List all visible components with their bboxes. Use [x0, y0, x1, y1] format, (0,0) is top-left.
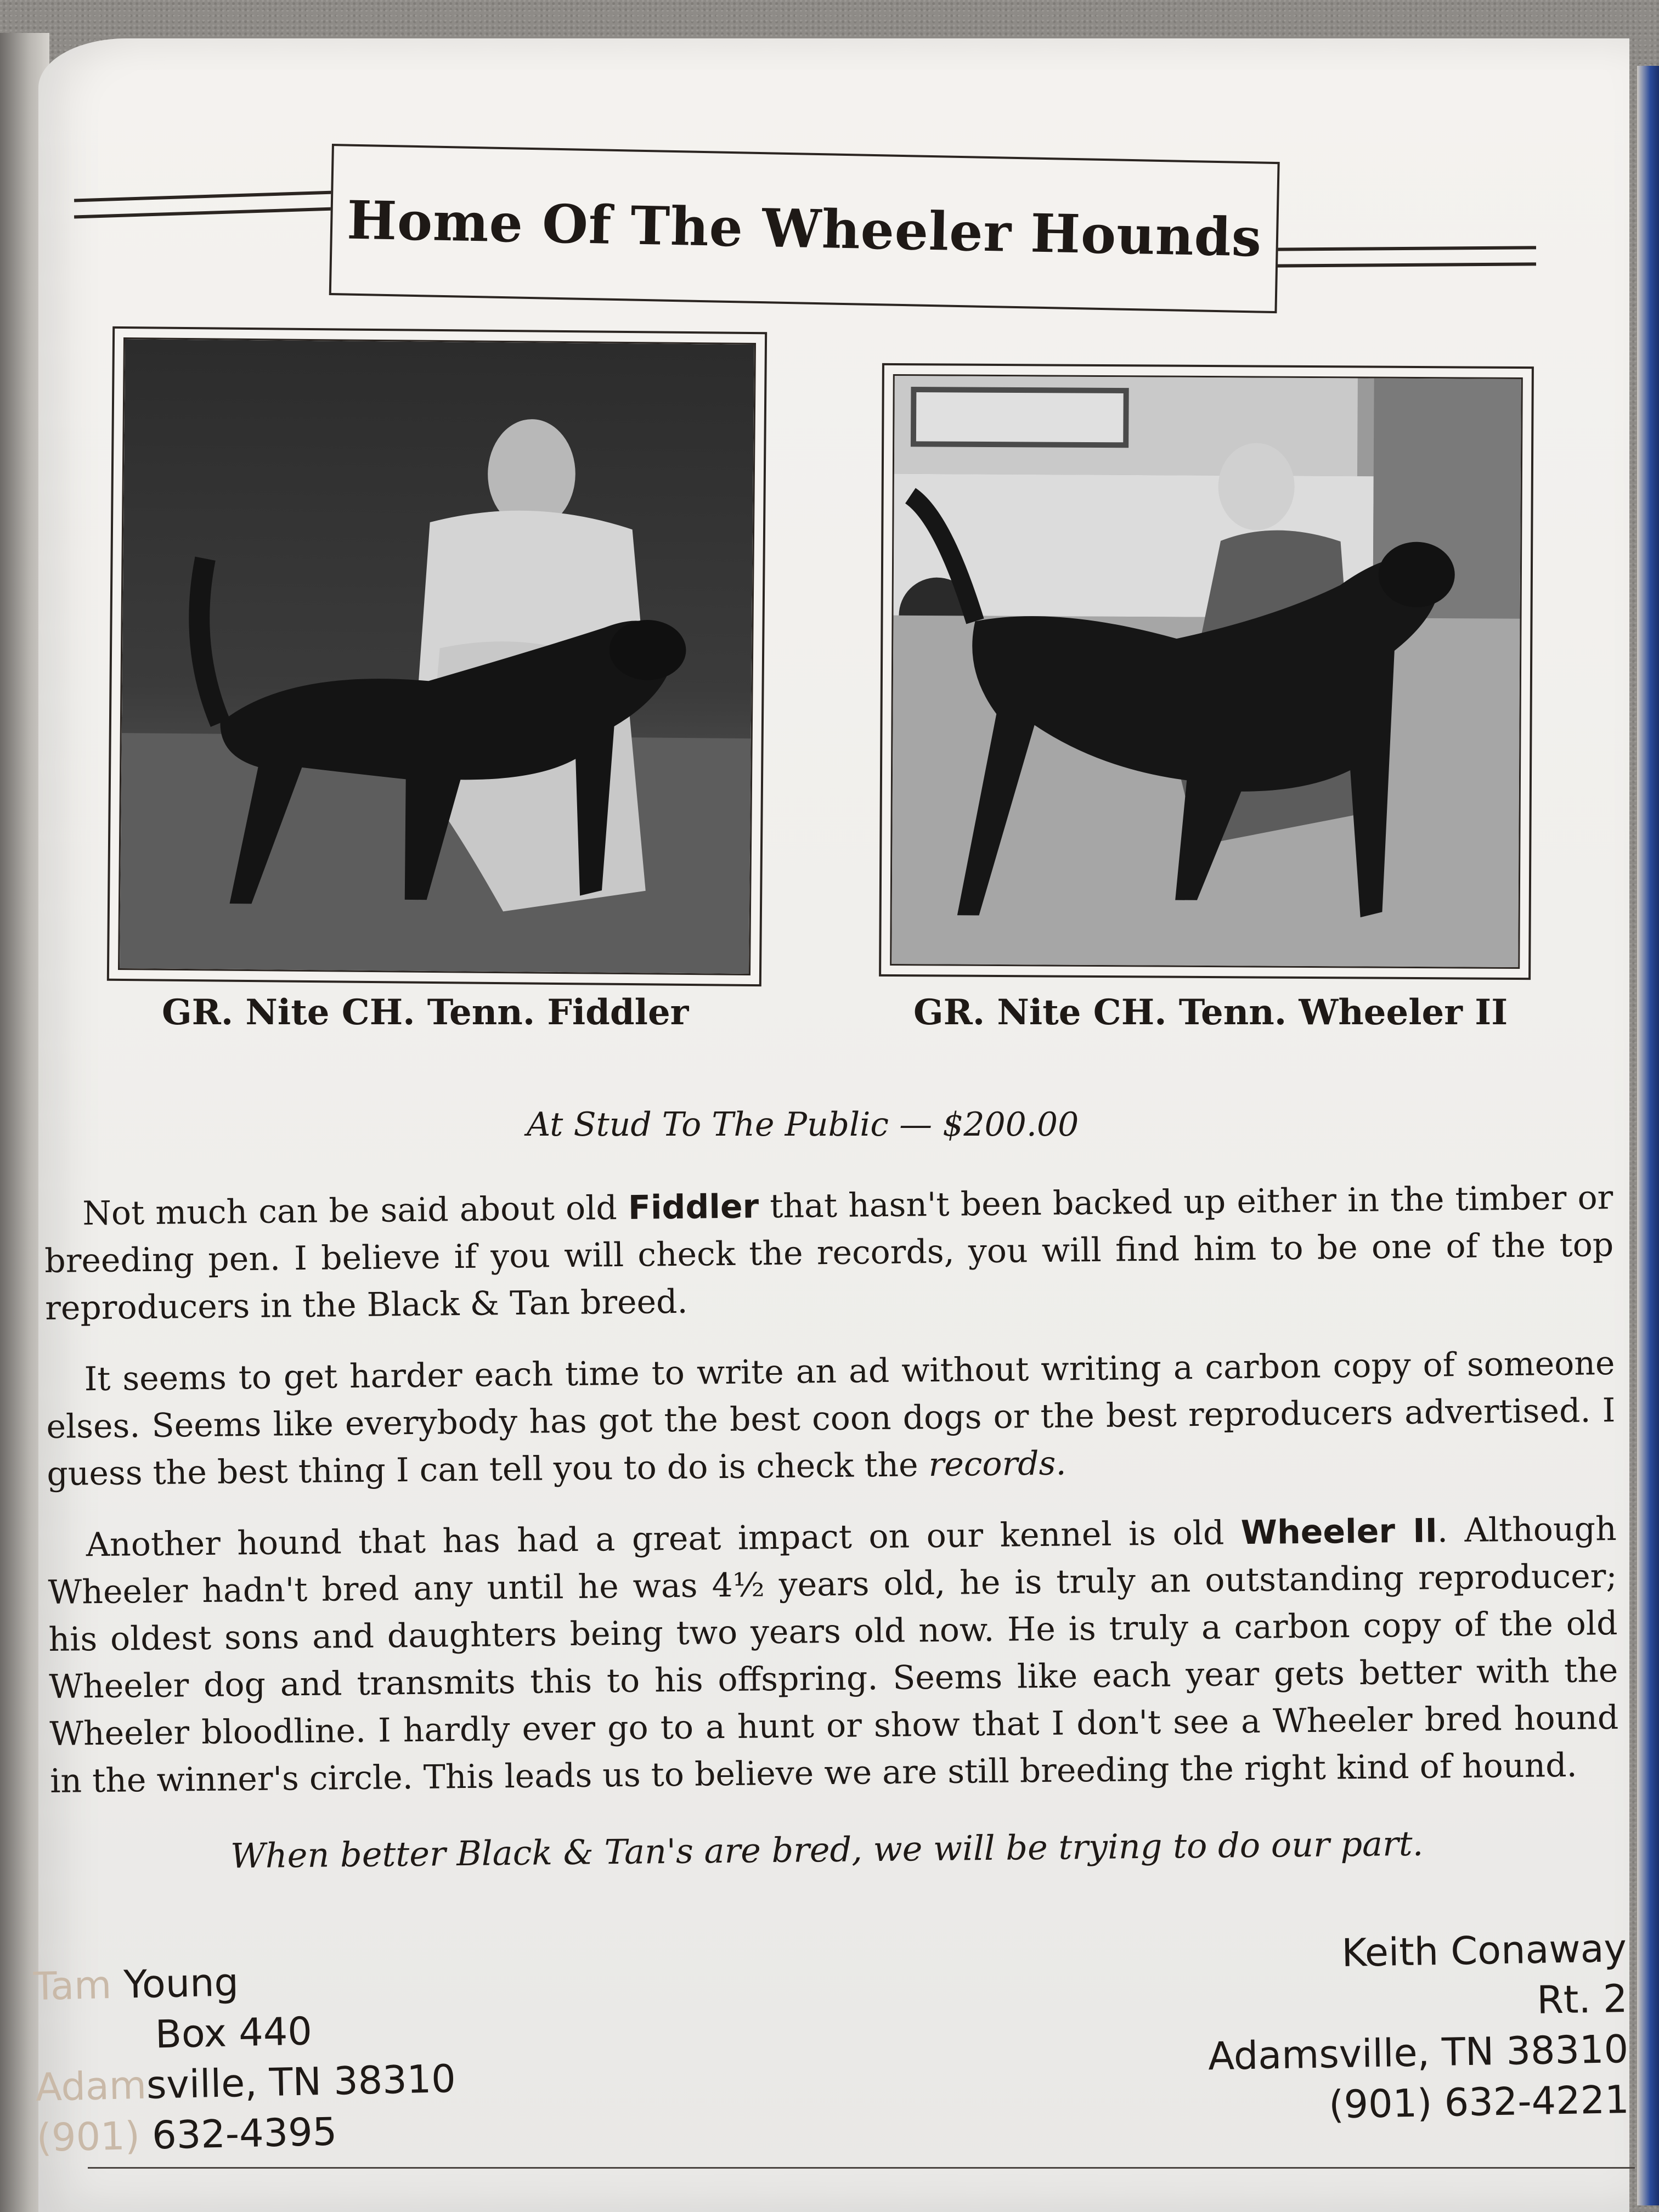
contact-left-name: Tam Young	[33, 1960, 239, 2009]
contact-left-phone: (901) 632-4395	[36, 2109, 337, 2160]
p1-text-b: that hasn't been backed up either in the timber or breeding pen. I believe if you will check the records, you will find him to be one of the top reproducers in the Black & Tan breed.	[44, 1178, 1614, 1328]
photo-wheeler-ii-image	[890, 374, 1523, 969]
contact-left-city: Adamsville, TN 38310	[35, 2056, 456, 2110]
contact-right	[1206, 1923, 1629, 2132]
p3-text-a: Another hound that has had a great impact on our kennel is old	[86, 1514, 1242, 1565]
contact-right-name: Keith Conaway	[1341, 1925, 1627, 1976]
contact-right-phone: (901) 632-4221	[1328, 2076, 1630, 2128]
photo-fiddler	[107, 326, 767, 986]
wheeler-name: Wheeler II	[1240, 1511, 1438, 1553]
bottom-rule	[88, 2167, 1635, 2169]
caption-wheeler-ii: GR. Nite CH. Tenn. Wheeler II	[913, 992, 1508, 1033]
contact-right-street: Rt. 2	[1536, 1976, 1628, 2023]
stud-fee-line: At Stud To The Public — $200.00	[527, 1105, 1079, 1144]
p3-text-b: . Although Wheeler hadn't bred any until he was 4½ years old, he is truly an outstanding reproducer; his oldest sons and daughters being two years old now. He is truly a carbon copy of the old Wheeler dog and transmits this to his offspring. Seems like each year gets better with the Wheeler bloodline. I hardly ever go to a hunt or show that I don't see a Wheeler bred hound in the winner's circle. This leads us to believe we are still breeding the right kind of hound.	[48, 1510, 1619, 1801]
binder-edge	[1637, 66, 1659, 2205]
ad-body	[44, 1174, 1620, 1829]
fiddler-name: Fiddler	[628, 1187, 759, 1227]
contact-left	[33, 1953, 458, 2163]
caption-fiddler: GR. Nite CH. Tenn. Fiddler	[162, 992, 689, 1033]
photo-wheeler-ii	[879, 363, 1534, 980]
paragraph-fiddler	[44, 1174, 1615, 1332]
page-title: Home Of The Wheeler Hounds	[346, 189, 1262, 269]
paragraph-records	[46, 1340, 1616, 1498]
p2-text-a: It seems to get harder each time to write an ad without writing a carbon copy of someone elses. Seems like everybody has got the best coon dogs or the best reproducers advertised. I guess the best thing I can tell you to do is check the	[46, 1344, 1616, 1493]
contact-right-city: Adamsville, TN 38310	[1207, 2026, 1629, 2079]
records-word: records.	[928, 1444, 1066, 1485]
p1-text-a: Not much can be said about old	[82, 1188, 629, 1233]
title-box	[329, 144, 1280, 313]
paragraph-wheeler	[47, 1505, 1619, 1805]
photo-fiddler-image	[118, 337, 756, 975]
contact-left-box: Box 440	[154, 2008, 313, 2057]
closing-line: When better Black & Tan's are bred, we will be trying to do our part.	[230, 1823, 1424, 1876]
